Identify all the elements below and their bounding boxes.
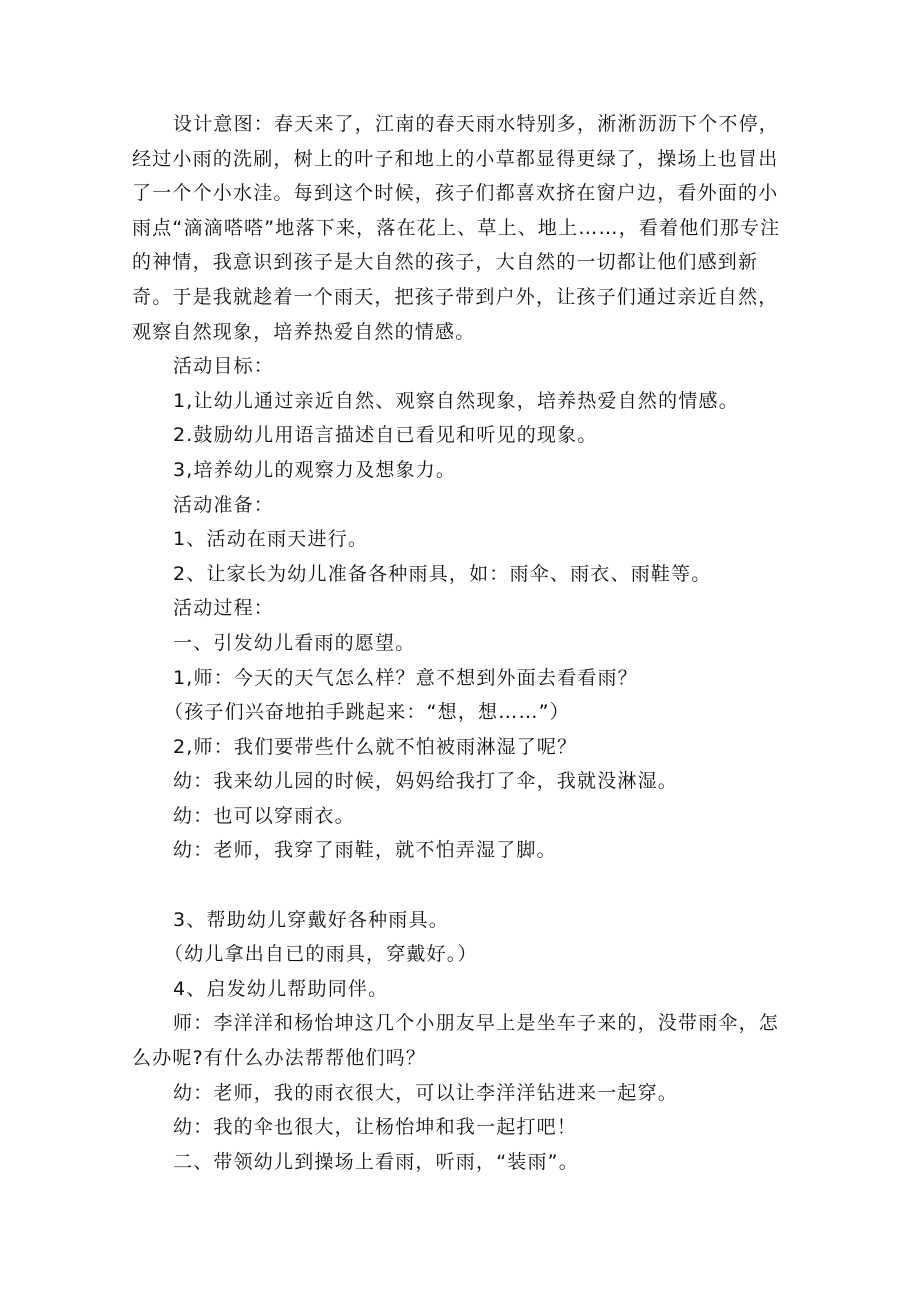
child-answer-2: 幼：也可以穿雨衣。 bbox=[173, 804, 355, 827]
process-heading: 活动过程： bbox=[173, 597, 275, 620]
process-substep-3: 3、帮助幼儿穿戴好各种雨具。 bbox=[173, 908, 449, 931]
design-intent-paragraph: 设计意图：春天来了，江南的春天雨水特别多，淅淅沥沥下个不停，经过小雨的洗刷，树上的叶子和地上的小草都显得更绿了，操场上也冒出了一个个小水洼。每到这个时候，孩子们都喜欢挤在窗户边，看外面的小雨点“滴滴嗒嗒”地落下来，落在花上、草上、地上……，看着他们那专注的神情，我意识到孩子是大自然的孩子，大自然的一切都让他们感到新奇。于是我就趁着一个雨天，把孩子带到户外，让孩子们通过亲近自然，观察自然现象，培养热爱自然的情感。 bbox=[132, 113, 781, 343]
children-reply-1: （孩子们兴奋地拍手跳起来：“想，想……”） bbox=[164, 701, 570, 724]
goals-heading: 活动目标： bbox=[173, 355, 275, 378]
preparation-item-2: 2、让家长为幼儿准备各种雨具，如：雨伞、雨衣、雨鞋等。 bbox=[173, 562, 712, 585]
child-answer-3: 幼：老师，我穿了雨鞋，就不怕弄湿了脚。 bbox=[173, 839, 557, 862]
child-answer-1: 幼：我来幼儿园的时候，妈妈给我打了伞，我就没淋湿。 bbox=[173, 770, 679, 793]
preparation-heading: 活动准备： bbox=[173, 493, 275, 516]
child-answer-4: 幼：老师，我的雨衣很大，可以让李洋洋钻进来一起穿。 bbox=[173, 1081, 679, 1104]
goal-item-2: 2.鼓励幼儿用语言描述自已看见和听见的现象。 bbox=[173, 424, 598, 447]
goal-item-3: 3,培养幼儿的观察力及想象力。 bbox=[173, 458, 457, 481]
child-answer-5: 幼：我的伞也很大，让杨怡坤和我一起打吧！ bbox=[173, 1116, 578, 1139]
preparation-item-1: 1、活动在雨天进行。 bbox=[173, 528, 369, 551]
teacher-prompt-paragraph: 师：李洋洋和杨怡坤这几个小朋友早上是坐车子来的，没带雨伞，怎么办呢?有什么办法帮帮他们吗？ bbox=[132, 1012, 780, 1070]
process-step-1: 一、引发幼儿看雨的愿望。 bbox=[173, 631, 416, 654]
document-body bbox=[132, 107, 792, 1179]
process-substep-4: 4、启发幼儿帮助同伴。 bbox=[173, 977, 389, 1000]
process-step-2: 二、带领幼儿到操场上看雨，听雨，“装雨”。 bbox=[173, 1150, 579, 1173]
teacher-question-1: 1,师：今天的天气怎么样？意不想到外面去看看雨？ bbox=[173, 666, 638, 689]
teacher-question-2: 2,师：我们要带些什么就不怕被雨淋湿了呢？ bbox=[173, 735, 578, 758]
substep-3-note: （幼儿拿出自已的雨具，穿戴好。） bbox=[164, 943, 478, 966]
goal-item-1: 1,让幼儿通过亲近自然、观察自然现象，培养热爱自然的情感。 bbox=[173, 389, 739, 412]
